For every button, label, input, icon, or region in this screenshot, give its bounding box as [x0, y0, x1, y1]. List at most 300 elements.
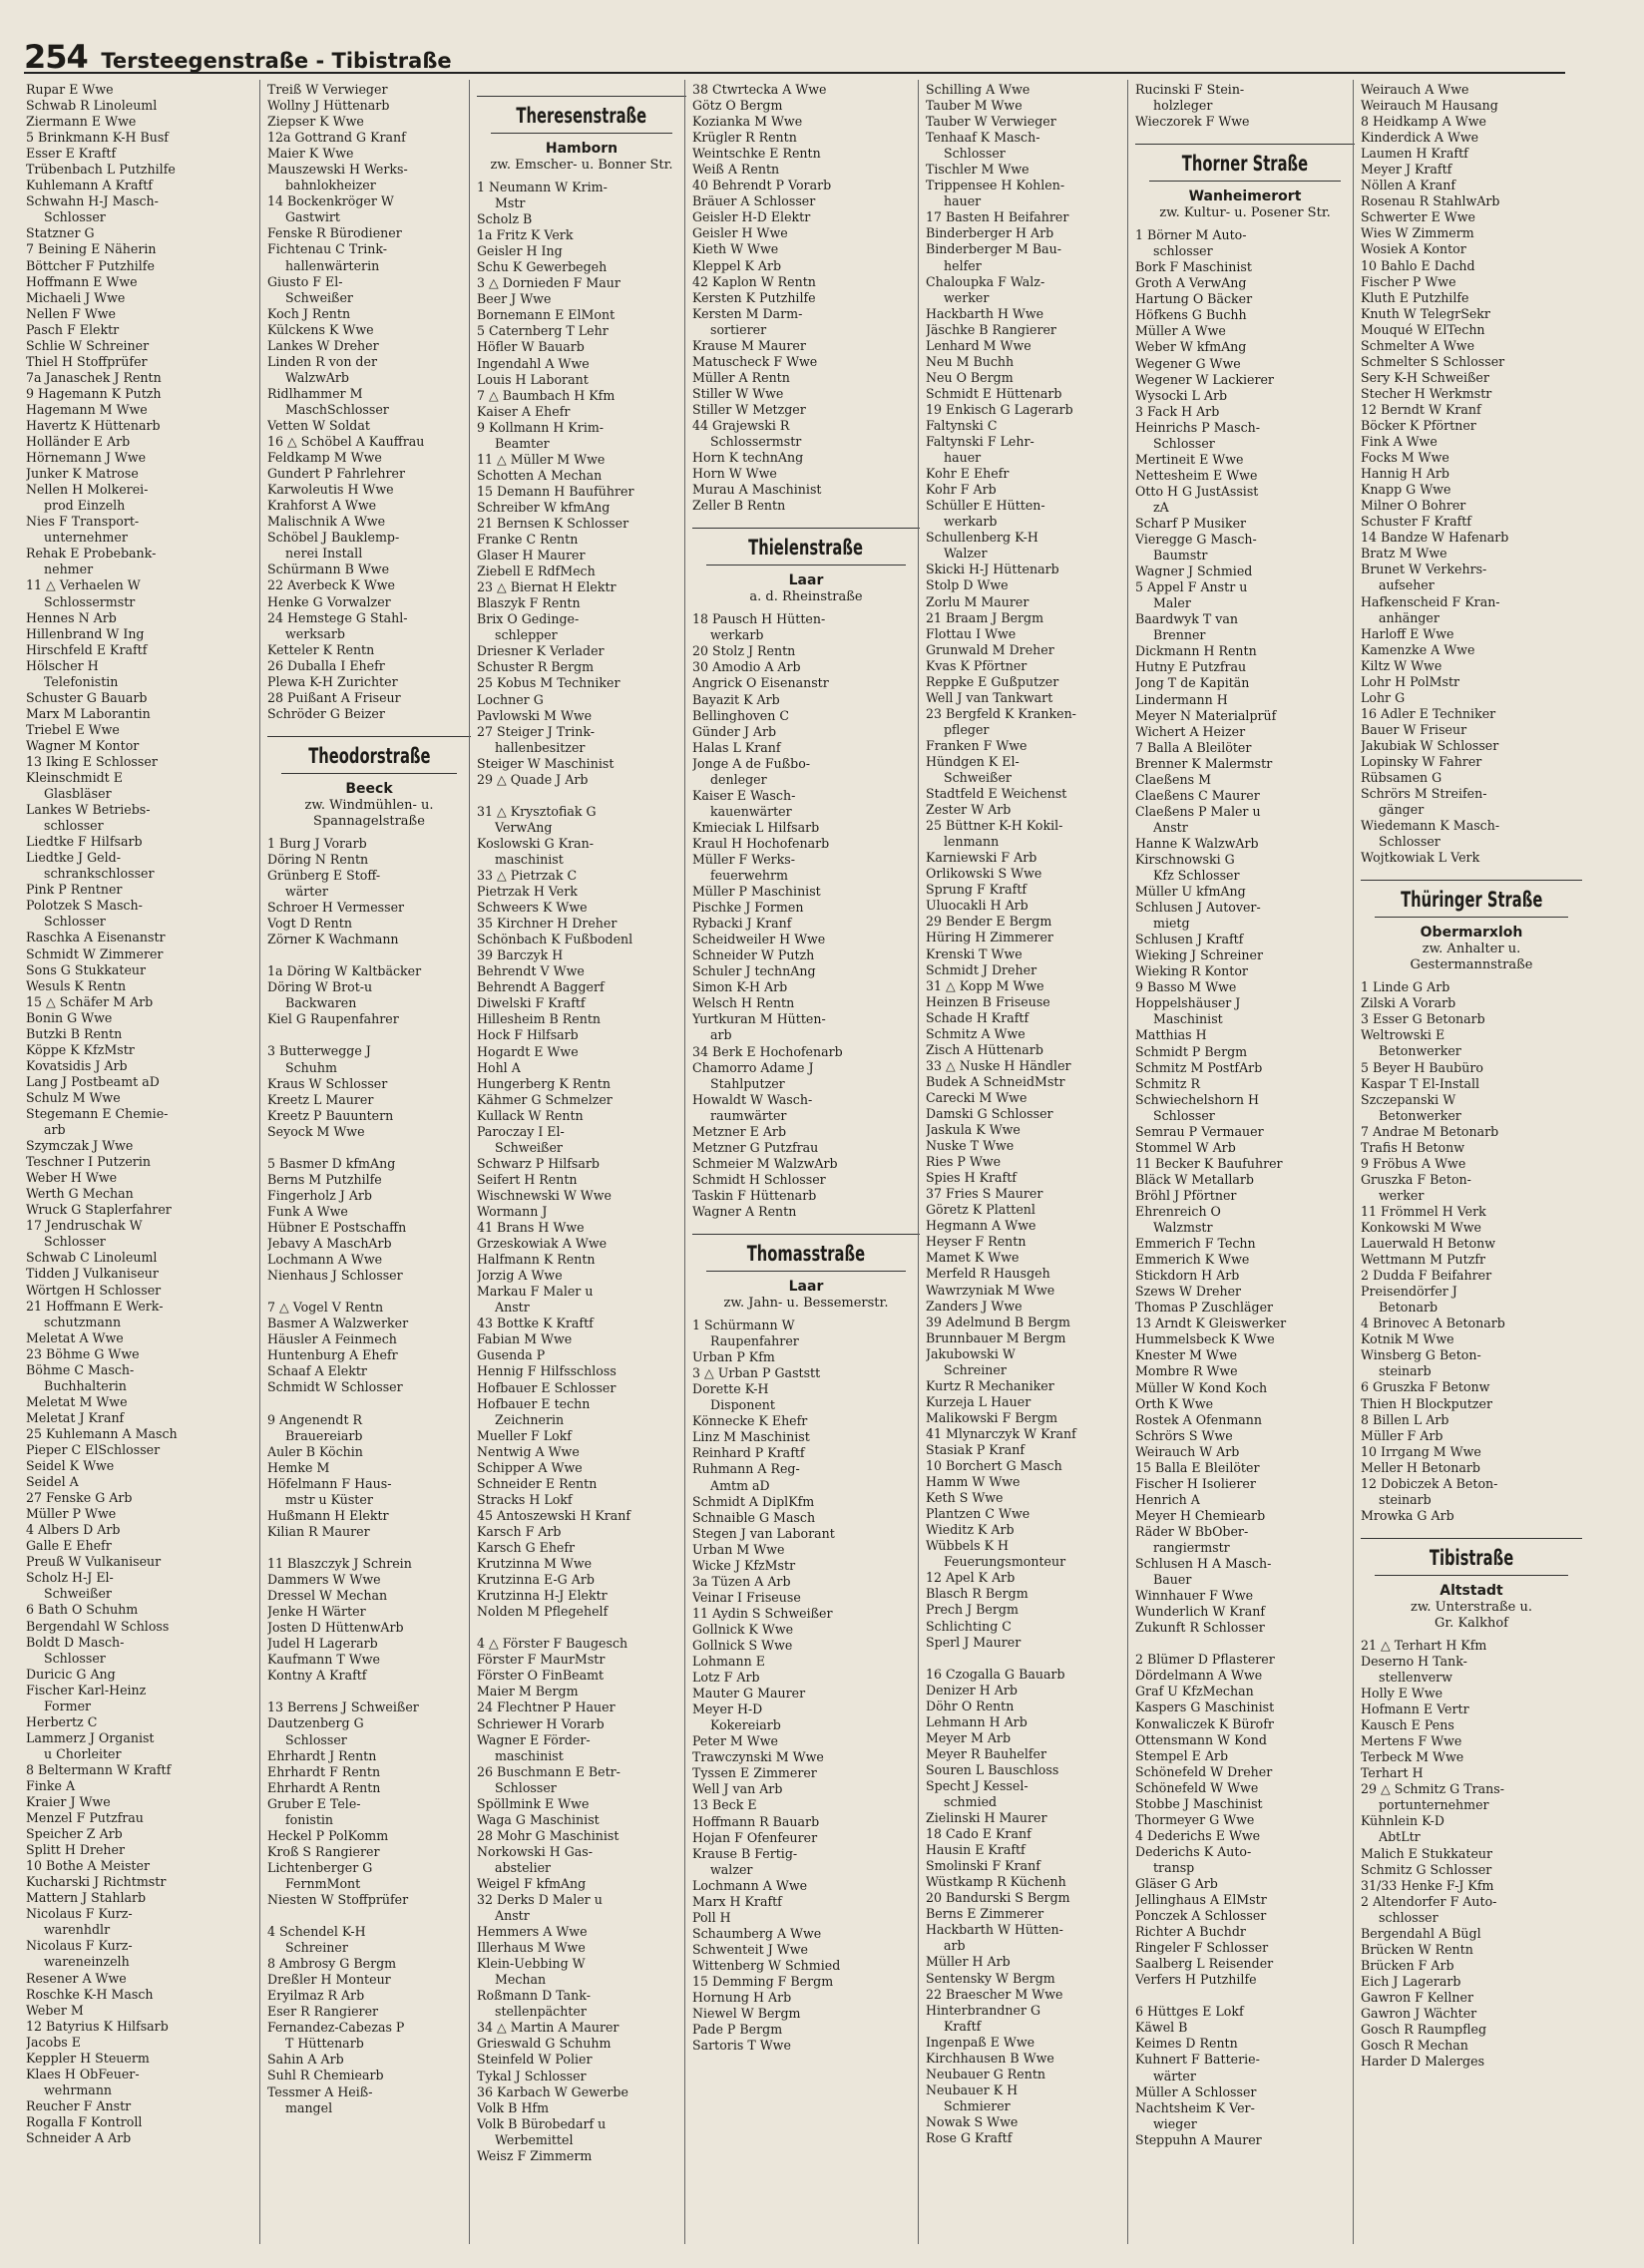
resident-entry: Schmidt P Bergm	[1135, 1043, 1248, 1059]
resident-entry: Nentwig A Wwe	[477, 1443, 580, 1459]
resident-entry: Schmierer	[944, 2097, 1011, 2113]
resident-entry: Matthias H	[1135, 1027, 1207, 1043]
resident-entry: Maschinist	[1153, 1011, 1223, 1027]
resident-entry: Schroer H Vermesser	[267, 900, 405, 916]
resident-entry: Krenski T Wwe	[926, 945, 1023, 961]
resident-entry: Dorette K-H	[692, 1381, 769, 1397]
street-name-underline	[281, 773, 457, 774]
resident-entry: Kausch E Pens	[1361, 1717, 1454, 1733]
resident-entry: Smolinski F Kranf	[926, 1858, 1040, 1874]
resident-entry: Schulz M Wwe	[26, 1089, 121, 1105]
directory-column	[1135, 82, 1355, 2256]
resident-entry: arb	[944, 1938, 966, 1954]
resident-entry: 33 △ Nuske H Händler	[926, 1057, 1071, 1073]
resident-entry: Huntenburg A Ehefr	[267, 1347, 398, 1363]
resident-entry: Lammerz J Organist	[26, 1729, 155, 1745]
resident-entry: 11 Aydin S Schweißer	[692, 1605, 833, 1621]
resident-entry: Kuhnert F Batterie-	[1135, 2052, 1260, 2068]
resident-entry: 29 △ Quade J Arb	[477, 771, 589, 787]
entry-spacer	[267, 1684, 471, 1700]
resident-entry: Weisz F Zimmerm	[477, 2147, 593, 2163]
resident-entry: Schmidt E Hüttenarb	[926, 385, 1062, 401]
resident-entry: Focks M Wwe	[1361, 450, 1449, 466]
resident-entry: Zisch A Hüttenarb	[926, 1041, 1043, 1057]
resident-entry: 8 Beltermann W Kraftf	[26, 1761, 172, 1777]
resident-entry: 28 Mohr G Maschinist	[477, 1827, 619, 1843]
resident-entry: Niewel W Bergm	[692, 2006, 801, 2022]
street-name: Tibistraße	[1429, 1545, 1514, 1570]
resident-entry: Dördelmann A Wwe	[1135, 1668, 1263, 1684]
resident-entry: Meletat A Wwe	[26, 1329, 124, 1345]
resident-entry: Laumen H Kraftf	[1361, 146, 1468, 162]
resident-entry: Kiltz W Wwe	[1361, 657, 1442, 673]
resident-entry: sortierer	[710, 321, 767, 337]
resident-entry: Stadtfeld E Weichenst	[926, 786, 1067, 802]
resident-entry: 18 Pausch H Hütten-	[692, 611, 826, 627]
resident-entry: Milner O Bohrer	[1361, 498, 1466, 514]
resident-entry: Schlosser	[44, 914, 106, 930]
resident-entry: Mueller F Lokf	[477, 1427, 572, 1443]
resident-entry: Walzmstr	[1153, 1220, 1213, 1236]
resident-entry: Boldt D Masch-	[26, 1634, 125, 1650]
resident-entry: Hohl A	[477, 1059, 521, 1075]
street-section-header	[1135, 144, 1355, 221]
resident-entry: Chamorro Adame J	[692, 1059, 814, 1075]
resident-entry: Weber H Wwe	[26, 1170, 118, 1186]
resident-entry: schmied	[944, 1794, 998, 1810]
resident-entry: Stiller W Wwe	[692, 385, 784, 401]
resident-entry: Kraul H Hochofenarb	[692, 835, 830, 851]
resident-entry: Müller A Schlosser	[1135, 2083, 1257, 2099]
entry-spacer	[267, 1540, 471, 1556]
resident-entry: Illerhaus M Wwe	[477, 1940, 586, 1956]
resident-entry: Kreetz P Bauuntern	[267, 1107, 394, 1123]
resident-entry: Schlosser	[944, 146, 1006, 162]
resident-entry: 25 Kobus M Techniker	[477, 675, 620, 691]
column-divider	[918, 80, 919, 2244]
page-title: Tersteegenstraße - Tibistraße	[101, 49, 452, 73]
resident-entry: Wagner A Rentn	[692, 1204, 797, 1219]
resident-entry: Stiller W Metzger	[692, 401, 806, 417]
resident-entry: Waga G Maschinist	[477, 1811, 600, 1827]
resident-entry: Gastwirt	[285, 209, 340, 225]
resident-entry: Karsch G Ehefr	[477, 1539, 576, 1555]
resident-entry: Ziermann E Wwe	[26, 114, 137, 130]
resident-entry: Jaskula K Wwe	[926, 1122, 1021, 1138]
resident-entry: Koslowski G Kran-	[477, 835, 594, 851]
resident-entry: wieger	[1153, 2115, 1197, 2131]
resident-entry: Nicolaus F Kurz-	[26, 1906, 133, 1922]
resident-entry: Kiel G Raupenfahrer	[267, 1011, 399, 1027]
resident-entry: 9 Kollmann H Krim-	[477, 419, 605, 435]
resident-entry: Kurzeja L Hauer	[926, 1393, 1031, 1409]
resident-entry: abstelier	[495, 1859, 552, 1875]
resident-entry: Kinderdick A Wwe	[1361, 130, 1479, 146]
resident-entry: anhänger	[1379, 609, 1439, 625]
resident-entry: Linz M Maschinist	[692, 1429, 810, 1445]
resident-entry: Meller H Betonarb	[1361, 1459, 1480, 1475]
resident-entry: 21 Bernsen K Schlosser	[477, 515, 629, 531]
resident-entry: Emmerich K Wwe	[1135, 1252, 1250, 1268]
resident-entry: Anstr	[495, 1300, 530, 1316]
resident-entry: Lopinsky W Fahrer	[1361, 753, 1482, 769]
resident-entry: Linden R von der	[267, 353, 377, 369]
resident-entry: FernmMont	[285, 1875, 361, 1891]
resident-entry: 8 Heidkamp A Wwe	[1361, 114, 1486, 130]
resident-entry: Räder W BbOber-	[1135, 1523, 1249, 1539]
resident-entry: Mstr	[495, 195, 526, 211]
resident-entry: Schmelter S Schlosser	[1361, 353, 1505, 369]
resident-entry: 24 Hemstege G Stahl-	[267, 609, 408, 625]
resident-entry: 4 Brinovec A Betonarb	[1361, 1316, 1505, 1331]
resident-entry: Kaufmann T Wwe	[267, 1652, 380, 1668]
resident-entry: Schipper A Wwe	[477, 1459, 583, 1475]
resident-entry: Szymczak J Wwe	[26, 1138, 134, 1154]
resident-entry: 7 △ Vogel V Rentn	[267, 1300, 384, 1316]
resident-entry: Kovatsidis J Arb	[26, 1057, 128, 1073]
resident-entry: Wüstkamp R Küchenh	[926, 1874, 1066, 1890]
resident-entry: Schaumberg A Wwe	[692, 1925, 822, 1941]
resident-entry: Bellinghoven C	[692, 707, 789, 723]
resident-entry: maschinist	[495, 1747, 564, 1763]
resident-entry: Michaeli J Wwe	[26, 289, 126, 305]
resident-entry: Wegener W Lackierer	[1135, 371, 1274, 387]
resident-entry: Thiel H Stoffprüfer	[26, 353, 148, 369]
resident-entry: Pink P Rentner	[26, 882, 123, 898]
resident-entry: Howaldt W Wasch-	[692, 1091, 813, 1107]
section-divider	[692, 1234, 920, 1235]
entry-spacer	[477, 788, 686, 804]
resident-entry: Steppuhn A Maurer	[1135, 2131, 1262, 2147]
resident-entry: 7 Andrae M Betonarb	[1361, 1123, 1499, 1139]
resident-entry: Lochner G	[477, 691, 544, 707]
resident-entry: Esser E Kraftf	[26, 146, 117, 162]
resident-entry: Betonwerker	[1379, 1107, 1461, 1123]
resident-entry: 34 △ Martin A Maurer	[477, 2020, 619, 2036]
resident-entry: Horn K technAng	[692, 450, 804, 466]
resident-entry: Wübbels K H	[926, 1538, 1010, 1554]
resident-entry: Schotten A Mechan	[477, 467, 603, 483]
resident-entry: Heyser F Rentn	[926, 1234, 1027, 1250]
resident-entry: 12a Gottrand G Kranf	[267, 130, 406, 146]
resident-entry: Schwarz P Hilfsarb	[477, 1155, 600, 1171]
resident-entry: Krügler R Rentn	[692, 130, 797, 146]
resident-entry: Kluth E Putzhilfe	[1361, 289, 1469, 305]
resident-entry: Schmidt H Schlosser	[692, 1171, 826, 1187]
resident-entry: Bauer	[1153, 1572, 1192, 1588]
resident-entry: Budek A SchneidMstr	[926, 1073, 1065, 1089]
resident-entry: Brücken W Rentn	[1361, 1941, 1473, 1957]
resident-entry: 12 Dobiczek A Beton-	[1361, 1475, 1498, 1491]
resident-entry: mietg	[1153, 916, 1190, 932]
resident-entry: 1a Döring W Kaltbäcker	[267, 963, 422, 979]
resident-entry: Götz O Bergm	[692, 98, 783, 114]
resident-entry: Lankes W Betriebs-	[26, 802, 151, 818]
resident-entry: Louis H Laborant	[477, 371, 589, 387]
resident-entry: Rupar E Wwe	[26, 82, 114, 97]
resident-entry: Döring W Brot-u	[267, 979, 373, 995]
resident-entry: werksarb	[285, 625, 345, 641]
resident-entry: Halas L Kranf	[692, 739, 781, 755]
resident-entry: Sperl J Maurer	[926, 1634, 1022, 1650]
resident-entry: Meyer R Bauhelfer	[926, 1745, 1047, 1761]
resident-entry: Heckel P PolKomm	[267, 1827, 389, 1843]
resident-entry: Orth K Wwe	[1135, 1395, 1214, 1411]
resident-entry: 16 △ Schöbel A Kauffrau	[267, 434, 425, 450]
resident-entry: Wesuls K Rentn	[26, 977, 127, 993]
resident-entry: Blasch R Bergm	[926, 1586, 1028, 1602]
resident-entry: Döhr O Rentn	[926, 1698, 1015, 1713]
resident-entry: lenmann	[944, 834, 1000, 850]
resident-entry: Häusler A Feinmech	[267, 1331, 397, 1347]
resident-entry: Nienhaus J Schlosser	[267, 1268, 403, 1284]
resident-entry: Harder D Malerges	[1361, 2054, 1485, 2070]
resident-entry: Henrich A	[1135, 1491, 1200, 1507]
resident-entry: Triebel E Wwe	[26, 721, 120, 737]
resident-entry: Lauerwald H Betonw	[1361, 1236, 1496, 1252]
resident-entry: Wieditz K Arb	[926, 1522, 1015, 1538]
resident-entry: 13 Berrens J Schweißer	[267, 1700, 419, 1715]
resident-entry: Sery K-H Schweißer	[1361, 369, 1489, 385]
district-name: Beeck	[345, 780, 393, 797]
resident-entry: pfleger	[944, 721, 990, 737]
resident-entry: Faltynski F Lehr-	[926, 434, 1034, 450]
resident-entry: 15 Demann H Bauführer	[477, 483, 634, 499]
resident-entry: 43 Bottke K Kraftf	[477, 1316, 594, 1331]
resident-entry: Schweers K Wwe	[477, 900, 588, 916]
resident-entry: Jorzig A Wwe	[477, 1268, 563, 1284]
street-name-underline	[1375, 917, 1568, 918]
resident-entry: aufseher	[1379, 577, 1435, 593]
resident-entry: Liedtke J Geld-	[26, 850, 121, 866]
resident-entry: Lang J Postbeamt aD	[26, 1073, 160, 1089]
street-name-underline	[491, 133, 672, 134]
resident-entry: 13 Iking E Schlosser	[26, 753, 158, 769]
entry-spacer	[926, 1651, 1129, 1667]
resident-entry: 5 Brinkmann K-H Busf	[26, 130, 169, 146]
resident-entry: Lichtenberger G	[267, 1859, 373, 1875]
resident-entry: 3 Fack H Arb	[1135, 403, 1220, 419]
resident-entry: Vetten W Soldat	[267, 417, 370, 433]
resident-entry: feuerwehrm	[710, 868, 789, 884]
resident-entry: 5 Appel F Anstr u	[1135, 579, 1248, 595]
resident-entry: Gollnick S Wwe	[692, 1637, 793, 1653]
district-name: Obermarxloh	[1420, 925, 1523, 942]
resident-entry: Treiß W Verwieger	[267, 82, 388, 97]
resident-entry: stellenpächter	[495, 2004, 587, 2020]
resident-entry: Semrau P Vermauer	[1135, 1123, 1264, 1139]
resident-entry: Berns M Putzhilfe	[267, 1171, 382, 1187]
resident-entry: Bauer W Friseur	[1361, 721, 1467, 737]
street-section-header	[692, 528, 920, 605]
resident-entry: Bröhl J Pförtner	[1135, 1187, 1237, 1203]
resident-entry: 32 Derks D Maler u	[477, 1892, 603, 1908]
resident-entry: Maier M Bergm	[477, 1684, 579, 1700]
resident-entry: Ringeler F Schlosser	[1135, 1940, 1269, 1956]
resident-entry: Wittenberg W Schmied	[692, 1957, 841, 1973]
column-divider	[1127, 80, 1128, 2244]
resident-entry: Mauter G Maurer	[692, 1686, 806, 1701]
resident-entry: Gundert P Fahrlehrer	[267, 466, 405, 482]
resident-entry: Schlosser	[1379, 834, 1440, 850]
resident-entry: Kähmer G Schmelzer	[477, 1091, 613, 1107]
resident-entry: Scharf P Musiker	[1135, 515, 1247, 531]
resident-entry: 25 Büttner K-H Kokil-	[926, 818, 1063, 834]
resident-entry: arb	[44, 1122, 66, 1138]
resident-entry: Veinar I Friseuse	[692, 1589, 801, 1605]
resident-entry: Hojan F Ofenfeurer	[692, 1829, 818, 1845]
resident-entry: Schaaf A Elektr	[267, 1363, 367, 1379]
resident-entry: Karwoleutis H Wwe	[267, 482, 394, 498]
resident-entry: Anstr	[495, 1908, 530, 1924]
resident-entry: Schlosser	[44, 1234, 106, 1250]
resident-entry: Liedtke F Hilfsarb	[26, 834, 143, 850]
resident-entry: Müller H Arb	[926, 1954, 1011, 1970]
resident-entry: Schuster G Bauarb	[26, 689, 148, 705]
resident-entry: Seidel A	[26, 1474, 79, 1490]
resident-entry: Vieregge G Masch-	[1135, 532, 1257, 548]
resident-entry: Well J van Arb	[692, 1781, 783, 1797]
resident-entry: Fink A Wwe	[1361, 434, 1438, 450]
resident-entry: Kühnlein K-D	[1361, 1813, 1444, 1829]
resident-entry: Kraus W Schlosser	[267, 1075, 388, 1091]
resident-entry: Fischer Karl-Heinz	[26, 1682, 147, 1698]
resident-entry: wärter	[285, 884, 328, 900]
resident-entry: 3 Esser G Betonarb	[1361, 1011, 1485, 1027]
resident-entry: Josten D HüttenwArb	[267, 1620, 404, 1636]
resident-entry: Reinhard P Kraftf	[692, 1445, 805, 1461]
resident-entry: Hegmann A Wwe	[926, 1218, 1036, 1234]
resident-entry: Schmidt J Dreher	[926, 961, 1037, 977]
column-divider	[469, 80, 470, 2244]
resident-entry: Gosch R Mechan	[1361, 2038, 1468, 2054]
section-divider	[1361, 1538, 1582, 1539]
resident-entry: Schnaible G Masch	[692, 1509, 816, 1525]
resident-entry: 37 Fries S Maurer	[926, 1186, 1043, 1202]
resident-entry: Beer J Wwe	[477, 291, 552, 307]
resident-entry: 7 △ Baumbach H Kfm	[477, 387, 616, 403]
resident-entry: Stegen J van Laborant	[692, 1525, 835, 1541]
resident-entry: Wischnewski W Wwe	[477, 1187, 612, 1203]
resident-entry: Nöllen A Kranf	[1361, 178, 1456, 193]
entry-spacer	[267, 1027, 471, 1043]
resident-entry: Brunet W Verkehrs-	[1361, 562, 1487, 577]
resident-entry: Kaspar T El-Install	[1361, 1075, 1480, 1091]
resident-entry: Lehmann H Arb	[926, 1713, 1028, 1729]
resident-entry: Schmitz G Schlosser	[1361, 1861, 1492, 1877]
resident-entry: hallenwärterin	[285, 257, 380, 273]
resident-entry: hauer	[944, 450, 982, 466]
resident-entry: Krause B Fertig-	[692, 1845, 798, 1861]
resident-entry: Nies F Transport-	[26, 514, 140, 530]
resident-entry: Hennes N Arb	[26, 609, 117, 625]
resident-entry: Kamenzke A Wwe	[1361, 641, 1475, 657]
resident-entry: Tischler M Wwe	[926, 162, 1029, 178]
resident-entry: Pade P Bergm	[692, 2022, 783, 2038]
resident-entry: Ehrenreich O	[1135, 1204, 1221, 1219]
resident-entry: Well J van Tankwart	[926, 689, 1053, 705]
resident-entry: Schuhm	[285, 1059, 337, 1075]
resident-entry: Gusenda P	[477, 1347, 546, 1363]
resident-entry: wehrmann	[44, 2081, 113, 2097]
resident-entry: Hogardt E Wwe	[477, 1043, 579, 1059]
resident-entry: Neu O Bergm	[926, 369, 1014, 385]
street-section-header	[1361, 880, 1582, 973]
resident-entry: Keppler H Steuerm	[26, 2050, 150, 2066]
resident-entry: hauer	[944, 193, 982, 209]
resident-entry: Malich E Stukkateur	[1361, 1845, 1493, 1861]
resident-entry: Wiedemann K Masch-	[1361, 818, 1500, 834]
resident-entry: 18 Cado E Kranf	[926, 1826, 1031, 1842]
resident-entry: Schmitz A Wwe	[926, 1025, 1026, 1041]
resident-entry: Zörner K Wachmann	[267, 932, 399, 947]
resident-entry: Bornemann E ElMont	[477, 307, 616, 323]
resident-entry: Wawrzyniak M Wwe	[926, 1282, 1055, 1298]
resident-entry: Schweißer	[495, 1139, 563, 1155]
resident-entry: Schilling A Wwe	[926, 82, 1030, 97]
resident-entry: Müller A Wwe	[1135, 323, 1226, 339]
resident-entry: Schlosser	[285, 1731, 347, 1747]
resident-entry: 39 Barczyk H	[477, 947, 564, 963]
resident-entry: Raupenfahrer	[710, 1333, 799, 1349]
resident-entry: stellenverw	[1379, 1669, 1452, 1685]
resident-entry: Ruhmann A Reg-	[692, 1461, 800, 1477]
resident-entry: Horn W Wwe	[692, 466, 777, 482]
resident-entry: Zanders J Wwe	[926, 1298, 1023, 1314]
resident-entry: Junker K Matrose	[26, 466, 139, 482]
resident-entry: Diwelski F Kraftf	[477, 995, 586, 1011]
resident-entry: Bratz M Wwe	[1361, 546, 1447, 562]
resident-entry: Schlossermstr	[710, 434, 802, 450]
resident-entry: Wörtgen H Schlosser	[26, 1282, 162, 1298]
resident-entry: Schmeier M WalzwArb	[692, 1155, 838, 1171]
resident-entry: Holländer E Arb	[26, 434, 131, 450]
resident-entry: Lotz F Arb	[692, 1670, 760, 1686]
resident-entry: Hackbarth W Hütten-	[926, 1922, 1063, 1938]
resident-entry: Weirauch W Arb	[1135, 1443, 1240, 1459]
resident-entry: 3 △ Urban P Gaststt	[692, 1365, 821, 1381]
resident-entry: Spöllmink E Wwe	[477, 1795, 590, 1811]
resident-entry: portunternehmer	[1379, 1797, 1489, 1813]
resident-entry: Ries P Wwe	[926, 1154, 1002, 1170]
resident-entry: 15 Demming F Bergm	[692, 1973, 834, 1989]
resident-entry: Former	[44, 1698, 92, 1713]
resident-entry: Metzner E Arb	[692, 1123, 787, 1139]
resident-entry: Bräuer A Schlosser	[692, 193, 816, 209]
column-divider	[1353, 80, 1354, 2244]
resident-entry: 26 Buschmann E Betr-	[477, 1763, 620, 1779]
resident-entry: 13 Beck E	[692, 1797, 757, 1813]
resident-entry: werker	[1379, 1187, 1425, 1203]
resident-entry: Kaspers G Maschinist	[1135, 1700, 1275, 1715]
resident-entry: Neubauer G Rentn	[926, 2066, 1046, 2081]
resident-entry: Schöbel J Bauklemp-	[267, 530, 400, 546]
resident-entry: Glasbläser	[44, 786, 112, 802]
resident-entry: Matuscheck F Wwe	[692, 353, 818, 369]
resident-entry: 14 Bandze W Hafenarb	[1361, 530, 1509, 546]
resident-entry: Damski G Schlosser	[926, 1106, 1053, 1121]
resident-entry: Müller W Kond Koch	[1135, 1379, 1268, 1395]
resident-entry: Müller U kfmAng	[1135, 884, 1246, 900]
resident-entry: Nowak S Wwe	[926, 2113, 1019, 2129]
resident-entry: Jong T de Kapitän	[1135, 675, 1250, 691]
resident-entry: Hummelsbeck K Wwe	[1135, 1331, 1275, 1347]
resident-entry: Simon K-H Arb	[692, 979, 788, 995]
resident-entry: 9 Hagemann K Putzh	[26, 385, 162, 401]
resident-entry: Taskin F Hüttenarb	[692, 1187, 817, 1203]
resident-entry: Seyock M Wwe	[267, 1123, 365, 1139]
resident-entry: schlosser	[1379, 1909, 1438, 1925]
